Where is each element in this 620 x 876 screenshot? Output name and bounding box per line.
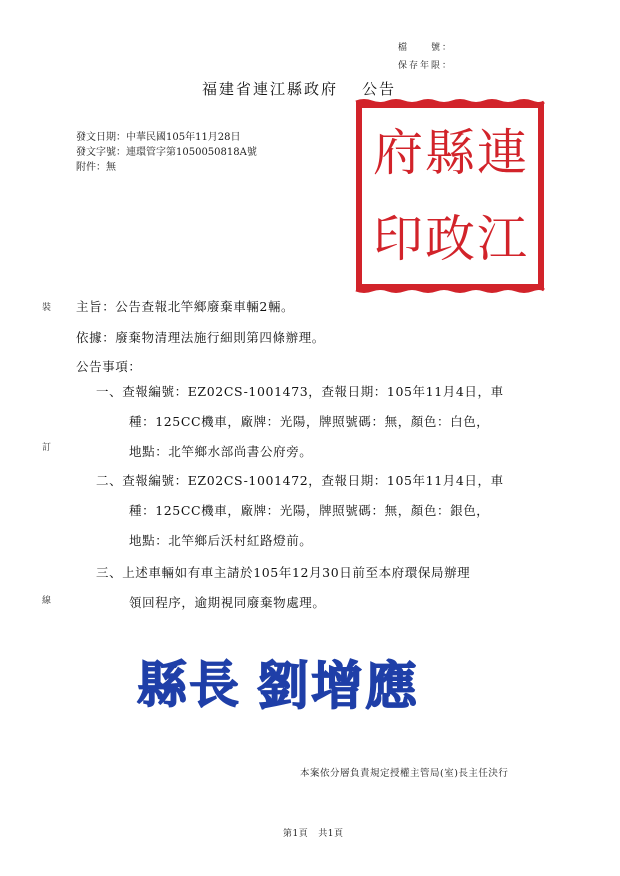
basis-line: 依據：廢棄物清理法施行細則第四條辦理。 bbox=[76, 330, 325, 345]
item-line: 查報編號：EZ02CS-1001472，查報日期：105年11月4日，車 bbox=[122, 473, 504, 488]
attachment: 附件：無 bbox=[76, 162, 116, 173]
page-total: 共1頁 bbox=[318, 829, 344, 839]
page-number bbox=[283, 826, 343, 839]
binding-mark-middle: 訂 bbox=[42, 443, 52, 453]
item-line: 領回程序，逾期視同廢棄物處理。 bbox=[129, 595, 326, 610]
item-number: 一、 bbox=[96, 384, 123, 399]
official-seal bbox=[352, 98, 548, 294]
file-number-label: 檔 號： bbox=[398, 43, 454, 53]
seal-char: 政 bbox=[425, 210, 475, 268]
item-line: 地點：北竿鄉后沃村紅路燈前。 bbox=[129, 533, 313, 548]
seal-char: 府 bbox=[373, 124, 423, 182]
agency-name: 福建省連江縣政府 bbox=[202, 80, 339, 98]
seal-char: 印 bbox=[373, 210, 423, 268]
item-line: 種：125CC機車，廠牌：光陽，牌照號碼：無，顏色：銀色， bbox=[129, 503, 490, 518]
item-line: 上述車輛如有車主請於105年12月30日前至本府環保局辦理 bbox=[122, 565, 471, 580]
binding-mark-top: 裝 bbox=[42, 303, 52, 313]
item-number: 三、 bbox=[96, 565, 123, 580]
seal-char: 江 bbox=[477, 210, 527, 268]
notice-item bbox=[96, 561, 470, 584]
item-number: 二、 bbox=[96, 473, 123, 488]
retention-period-label: 保存年限： bbox=[398, 61, 454, 71]
subject-line: 主旨：公告查報北竿鄉廢棄車輛2輛。 bbox=[76, 299, 295, 314]
seal-char: 連 bbox=[477, 124, 527, 182]
item-line: 查報編號：EZ02CS-1001473，查報日期：105年11月4日，車 bbox=[122, 384, 504, 399]
magistrate-signature bbox=[133, 648, 423, 718]
binding-mark-bottom: 線 bbox=[42, 596, 52, 606]
delegation-note: 本案依分層負責規定授權主管局(室)長主任決行 bbox=[300, 768, 509, 779]
page-current: 第1頁 bbox=[283, 829, 309, 839]
signature-name: 劉增應 bbox=[257, 656, 420, 717]
issue-date: 發文日期：中華民國105年11月28日 bbox=[76, 132, 241, 143]
seal-char: 縣 bbox=[425, 124, 475, 182]
item-line: 種：125CC機車，廠牌：光陽，牌照號碼：無，顏色：白色， bbox=[129, 414, 490, 429]
item-line: 地點：北竿鄉水部尚書公府旁。 bbox=[129, 444, 313, 459]
document-title bbox=[202, 78, 396, 99]
notice-item bbox=[96, 469, 504, 492]
signature-title: 縣長 bbox=[137, 655, 241, 714]
notice-item bbox=[96, 380, 504, 403]
document-type: 公告 bbox=[362, 80, 397, 98]
document-number: 發文字號：連環管字第1050050818A號 bbox=[76, 147, 257, 158]
items-heading: 公告事項： bbox=[76, 359, 142, 374]
